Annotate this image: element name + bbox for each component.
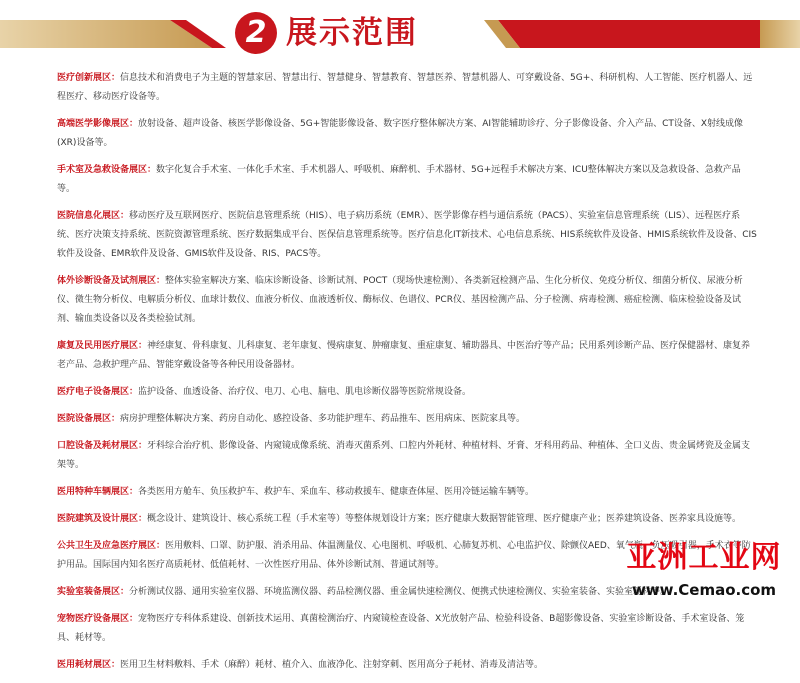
- section-title: 康复及民用医疗展区：: [57, 341, 148, 351]
- section-ivd: [57, 272, 757, 329]
- section-text: 病房护理整体解决方案、药房自动化、感控设备、多功能护理车、药品推车、医用病床、医院家具等。: [120, 414, 526, 424]
- section-title: 医疗电子设备展区：: [57, 387, 139, 397]
- section-title: 口腔设备及耗材展区：: [57, 441, 148, 451]
- section-text: 移动医疗及互联网医疗、医院信息管理系统（HIS）、电子病历系统（EMR）、医学影像存档与通信系统（PACS）、实验室信息管理系统（LIS）、远程医疗系统、医疗决策支持系统、医院资源管理系统、医疗数据集成平台、医保信息管理系统等。医疗信息化IT新技术、心电信息系统、HIS系统软件及设备、HMIS系统软件及设备、CIS软件及设备、EMR软件及设备、GMIS软件及设备、RIS、PACS等。: [57, 211, 757, 259]
- section-text: 医用卫生材料敷料、手术（麻醉）耗材、植介入、血液净化、注射穿刺、医用高分子耗材、消毒及清洁等。: [120, 660, 544, 670]
- section-hospital-architecture: [57, 510, 757, 529]
- section-special-vehicles: [57, 483, 757, 502]
- section-hospital-equipment: [57, 410, 757, 429]
- section-text: 监护设备、血透设备、治疗仪、电刀、心电、脑电、肌电诊断仪器等医院常规设备。: [138, 387, 472, 397]
- section-title: 医疗创新展区：: [57, 73, 121, 83]
- section-text: 各类医用方舱车、负压救护车、救护车、采血车、移动救援车、健康查体屋、医用冷链运输车辆等。: [138, 487, 535, 497]
- section-title: 医院建筑及设计展区：: [57, 514, 148, 524]
- section-dental: [57, 437, 757, 475]
- section-title: 手术室及急救设备展区：: [57, 165, 157, 175]
- section-title: 医用耗材展区：: [57, 660, 121, 670]
- section-text: 分析测试仪器、通用实验室仪器、环境监测仪器、药品检测仪器、重金属快速检测仪、便携式快速检测仪、实验室装备、实验室耗材等。: [129, 587, 670, 597]
- section-text: 医用敷料、口罩、防护服、消杀用品、体温测量仪、心电图机、呼吸机、心肺复苏机、心电监护仪、除颤仪AED、氧气瓶、负压吸引器，手术衣等防护用品。国际国内知名医疗高质耗材、低值耗材、一次性医疗用品、体外诊断试剂、普通试剂等。: [57, 541, 751, 570]
- section-title: 公共卫生及应急医疗展区：: [57, 541, 166, 551]
- section-title: 医院信息化展区：: [57, 211, 130, 221]
- watermark-url: www.Cemao.com: [631, 581, 777, 599]
- page-title: 展示范围: [286, 15, 418, 51]
- section-medical-innovation: [57, 69, 757, 107]
- section-title: 高端医学影像展区：: [57, 119, 139, 129]
- section-title: 医用特种车辆展区：: [57, 487, 139, 497]
- section-title: 体外诊断设备及试剂展区：: [57, 276, 166, 286]
- section-title: 实验室装备展区：: [57, 587, 130, 597]
- section-operating-room: [57, 161, 757, 199]
- section-hospital-it: [57, 207, 757, 264]
- section-pet-medical: [57, 610, 757, 648]
- section-text: 宠物医疗专科体系建设、创新技术运用、真菌检测治疗、内窥镜检查设备、X光放射产品、检验科设备、B超影像设备、实验室诊断设备、手术室设备、笼具、耗材等。: [57, 614, 745, 643]
- section-text: 数字化复合手术室、一体化手术室、手术机器人、呼吸机、麻醉机、手术器材、5G+远程手术解决方案、ICU整体解决方案以及急救设备、急救产品等。: [57, 165, 741, 194]
- section-title: 宠物医疗设备展区：: [57, 614, 139, 624]
- section-title: 医院设备展区：: [57, 414, 121, 424]
- section-number-badge: 2: [235, 12, 277, 54]
- watermark-logo-text: 亚洲工业网: [626, 540, 782, 575]
- watermark: [614, 540, 794, 604]
- section-text: 整体实验室解决方案、临床诊断设备、诊断试剂、POCT（现场快速检测）、各类新冠检测产品、生化分析仪、免疫分析仪、细菌分析仪、尿液分析仪、微生物分析仪、电解质分析仪、血球计数仪、血液分析仪、血液透析仪、酶标仪、色谱仪、PCR仪、基因检测产品、分子检测、病毒检测、癌症检测、临床检验设备及试剂、输血类设备以及各类检验试剂。: [57, 276, 743, 324]
- section-text: 牙科综合治疗机、影像设备、内窥镜成像系统、消毒灭菌系列、口腔内外耗材、种植材料、牙膏、牙科用药品、种植体、全口义齿、贵金属烤瓷及金属支架等。: [57, 441, 751, 470]
- section-text: 信息技术和消费电子为主题的智慧家居、智慧出行、智慧健身、智慧教育、智慧医养、智慧机器人、可穿戴设备、5G+、科研机构、人工智能、医疗机器人、远程医疗、移动医疗设备等。: [57, 73, 753, 102]
- section-text: 神经康复、骨科康复、儿科康复、老年康复、慢病康复、肿瘤康复、重症康复、辅助器具、中医治疗等产品；民用系列诊断产品、医疗保健器材、康复养老产品、急救护理产品、智能穿戴设备等各种民用设备器材。: [57, 341, 751, 370]
- section-rehabilitation: [57, 337, 757, 375]
- section-medical-electronics: [57, 383, 757, 402]
- section-text: 放射设备、超声设备、核医学影像设备、5G+智能影像设备、数字医疗整体解决方案、AI智能辅助诊疗、分子影像设备、介入产品、CT设备、X射线成像(XR)设备等。: [57, 119, 744, 148]
- header-banner: [0, 0, 800, 66]
- section-text: 概念设计、建筑设计、核心系统工程（手术室等）等整体规划设计方案；医疗健康大数据智能管理、医疗健康产业；医养建筑设备、医养家具设施等。: [147, 514, 742, 524]
- section-medical-imaging: [57, 115, 757, 153]
- section-consumables: [57, 656, 757, 675]
